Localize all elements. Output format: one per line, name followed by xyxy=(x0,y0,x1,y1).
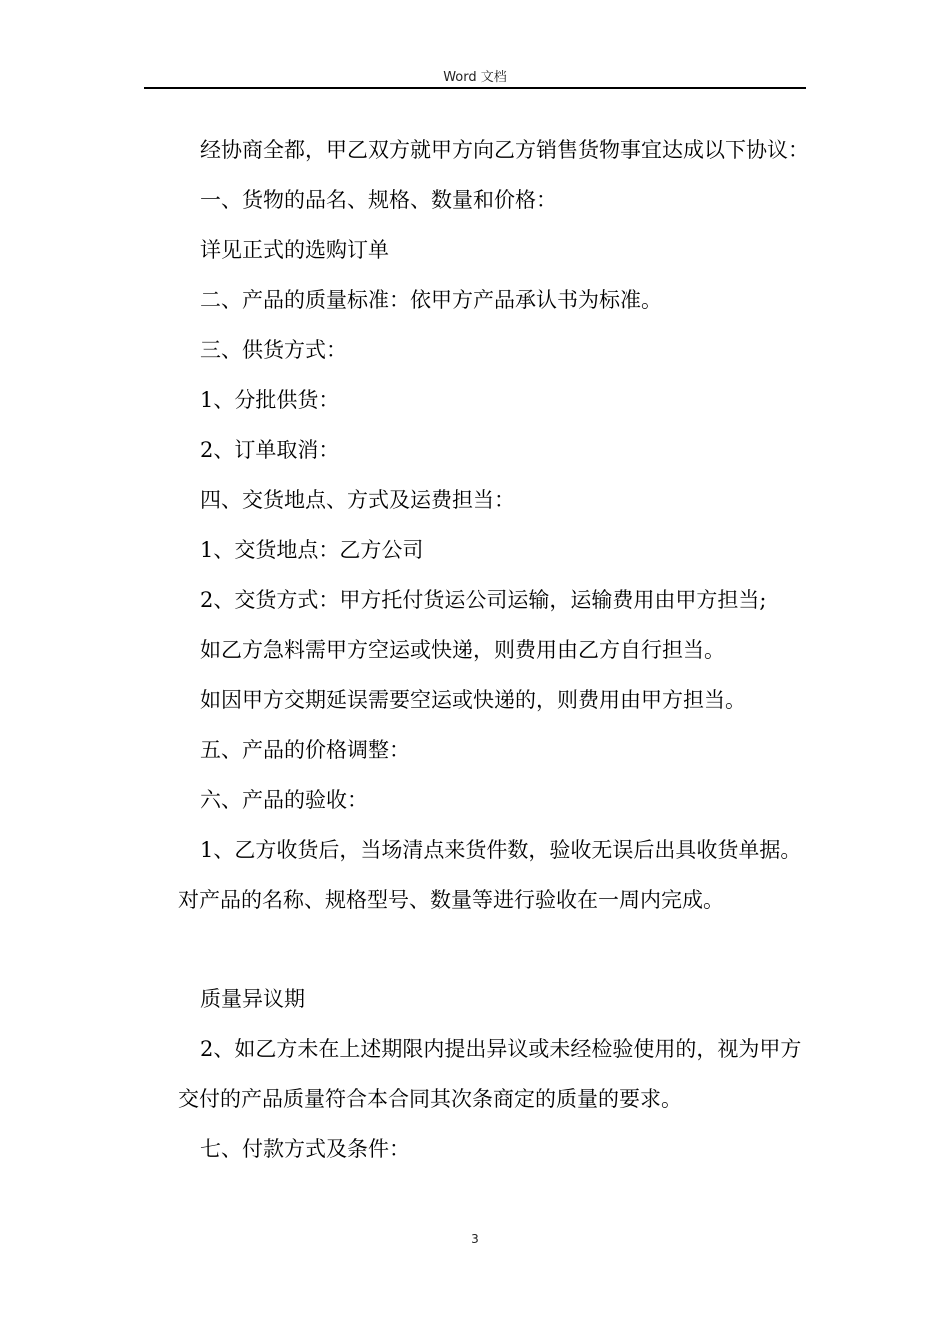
page-number: 3 xyxy=(471,1232,479,1246)
list-item-batch-supply: 1、分批供货： xyxy=(200,388,340,412)
paragraph-order-reference: 详见正式的选购订单 xyxy=(200,238,389,262)
paragraph-delay-shipping: 如因甲方交期延误需要空运或快递的，则费用由甲方担当。 xyxy=(200,688,746,712)
section-heading-payment: 七、付款方式及条件： xyxy=(200,1137,410,1161)
list-item-order-cancel: 2、订单取消： xyxy=(200,438,340,462)
document-body xyxy=(178,125,810,1174)
blank-line xyxy=(178,925,810,974)
section-heading-delivery: 四、交货地点、方式及运费担当： xyxy=(200,488,515,512)
section-heading-acceptance: 六、产品的验收： xyxy=(200,788,368,812)
paragraph-objection-period: 质量异议期 xyxy=(200,987,305,1011)
list-item-delivery-method: 2、交货方式：甲方托付货运公司运输，运输费用由甲方担当; xyxy=(200,588,767,612)
list-item-delivery-place: 1、交货地点：乙方公司 xyxy=(200,538,424,562)
paragraph-urgent-shipping: 如乙方急料需甲方空运或快递，则费用由乙方自行担当。 xyxy=(200,638,725,662)
section-heading-goods: 一、货物的品名、规格、数量和价格： xyxy=(200,188,557,212)
section-heading-price: 五、产品的价格调整： xyxy=(200,738,410,762)
page-header: Word 文档 xyxy=(443,70,507,85)
section-heading-quality: 二、产品的质量标准：依甲方产品承认书为标准。 xyxy=(200,288,662,312)
list-item-acceptance-2: 2、如乙方未在上述期限内提出异议或未经检验使用的，视为甲方交付的产品质量符合本合同其次条商定的质量的要求。 xyxy=(178,1037,802,1111)
list-item-acceptance-1: 1、乙方收货后，当场清点来货件数，验收无误后出具收货单据。对产品的名称、规格型号、数量等进行验收在一周内完成。 xyxy=(178,838,802,912)
paragraph-intro: 经协商全都，甲乙双方就甲方向乙方销售货物事宜达成以下协议： xyxy=(200,138,809,162)
header-divider xyxy=(144,87,806,89)
section-heading-supply: 三、供货方式： xyxy=(200,338,347,362)
